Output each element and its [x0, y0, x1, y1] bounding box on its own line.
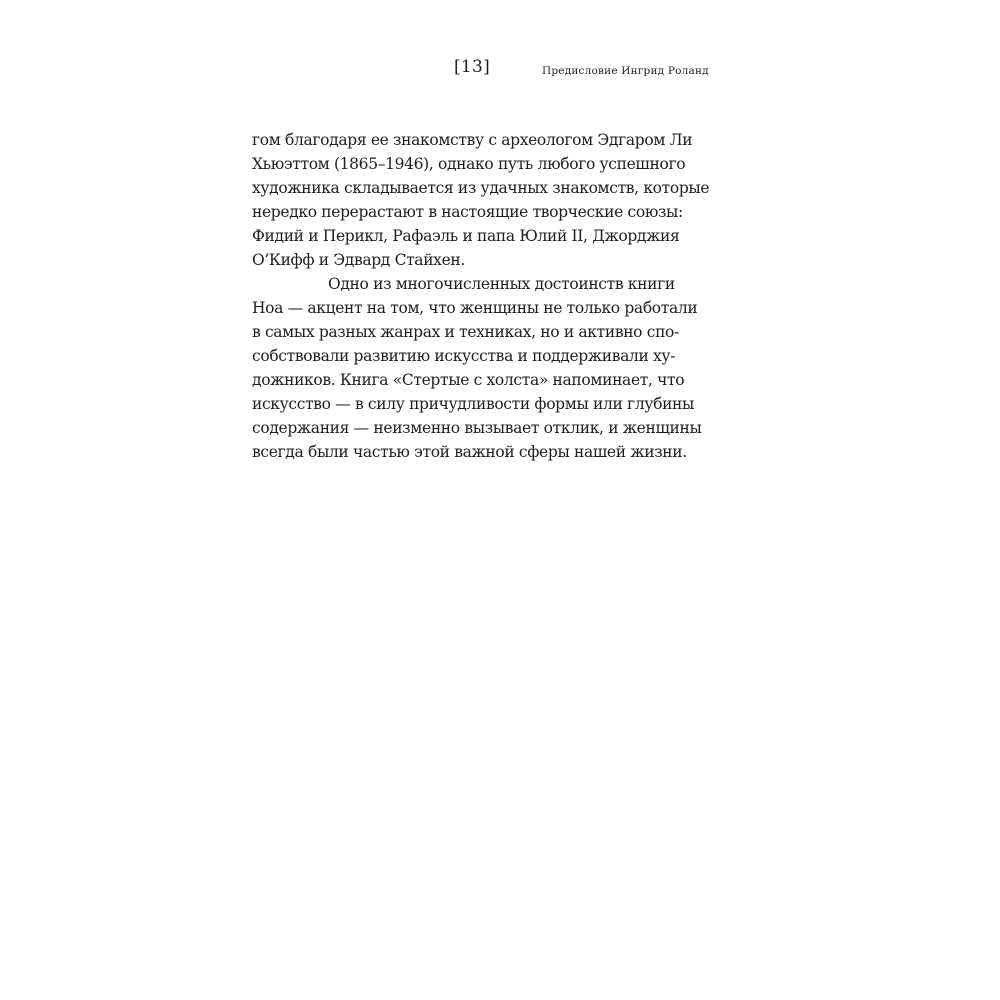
text-line: нередко перерастают в настоящие творческие союзы:: [252, 203, 683, 221]
text-line: содержания — неизменно вызывает отклик, и женщины: [252, 419, 702, 437]
text-line: собствовали развитию искусства и поддерживали ху-: [252, 347, 676, 365]
text-line: Хьюэттом (1865–1946), однако путь любого успешного: [252, 155, 686, 173]
text-line: Фидий и Перикл, Рафаэль и папа Юлий II, Джорджия: [252, 227, 680, 245]
text-line: в самых разных жанрах и техниках, но и активно спо-: [252, 323, 679, 341]
text-line: дожников. Книга «Стертые с холста» напоминает, что: [252, 371, 685, 389]
body-text: [252, 128, 710, 464]
text-line: искусство — в силу причудливости формы или глубины: [252, 395, 695, 413]
text-line: всегда были частью этой важной сферы нашей жизни.: [252, 443, 687, 461]
text-line: Ноа — акцент на том, что женщины не только работали: [252, 299, 698, 317]
text-line: гом благодаря ее знакомству с археологом Эдгаром Ли: [252, 131, 693, 149]
paragraph-first-line: Одно из многочисленных достоинств книги: [328, 275, 675, 293]
running-header: Предисловие Ингрид Роланд: [542, 65, 709, 77]
text-line: О’Кифф и Эдвард Стайхен.: [252, 251, 465, 269]
page-number: [13]: [454, 57, 491, 77]
text-line: художника складывается из удачных знакомств, которые: [252, 179, 710, 197]
